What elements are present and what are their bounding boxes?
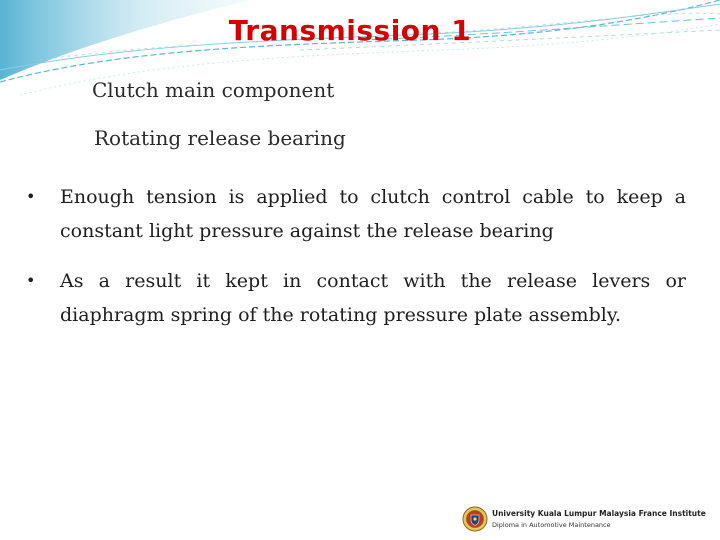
slide-title: Transmission 1 [228,14,472,47]
bullet-item [26,264,686,332]
footer-program: Diploma in Automotive Maintenance [492,521,611,529]
footer-institution: University Kuala Lumpur Malaysia France Institute [492,509,706,518]
bullet-list [26,180,686,348]
bullet-marker: • [26,271,36,290]
bullet-text: Enough tension is applied to clutch control cable to keep a constant light pressure against the release bearing [60,186,686,242]
footer [462,504,712,534]
section-heading: Rotating release bearing [94,126,346,150]
bullet-item [26,180,686,248]
university-seal-icon [462,506,488,532]
bullet-text: As a result it kept in contact with the release levers or diaphragm spring of the rotating pressure plate assembly. [60,270,686,326]
slide-subtitle: Clutch main component [92,78,335,102]
bullet-marker: • [26,187,36,206]
